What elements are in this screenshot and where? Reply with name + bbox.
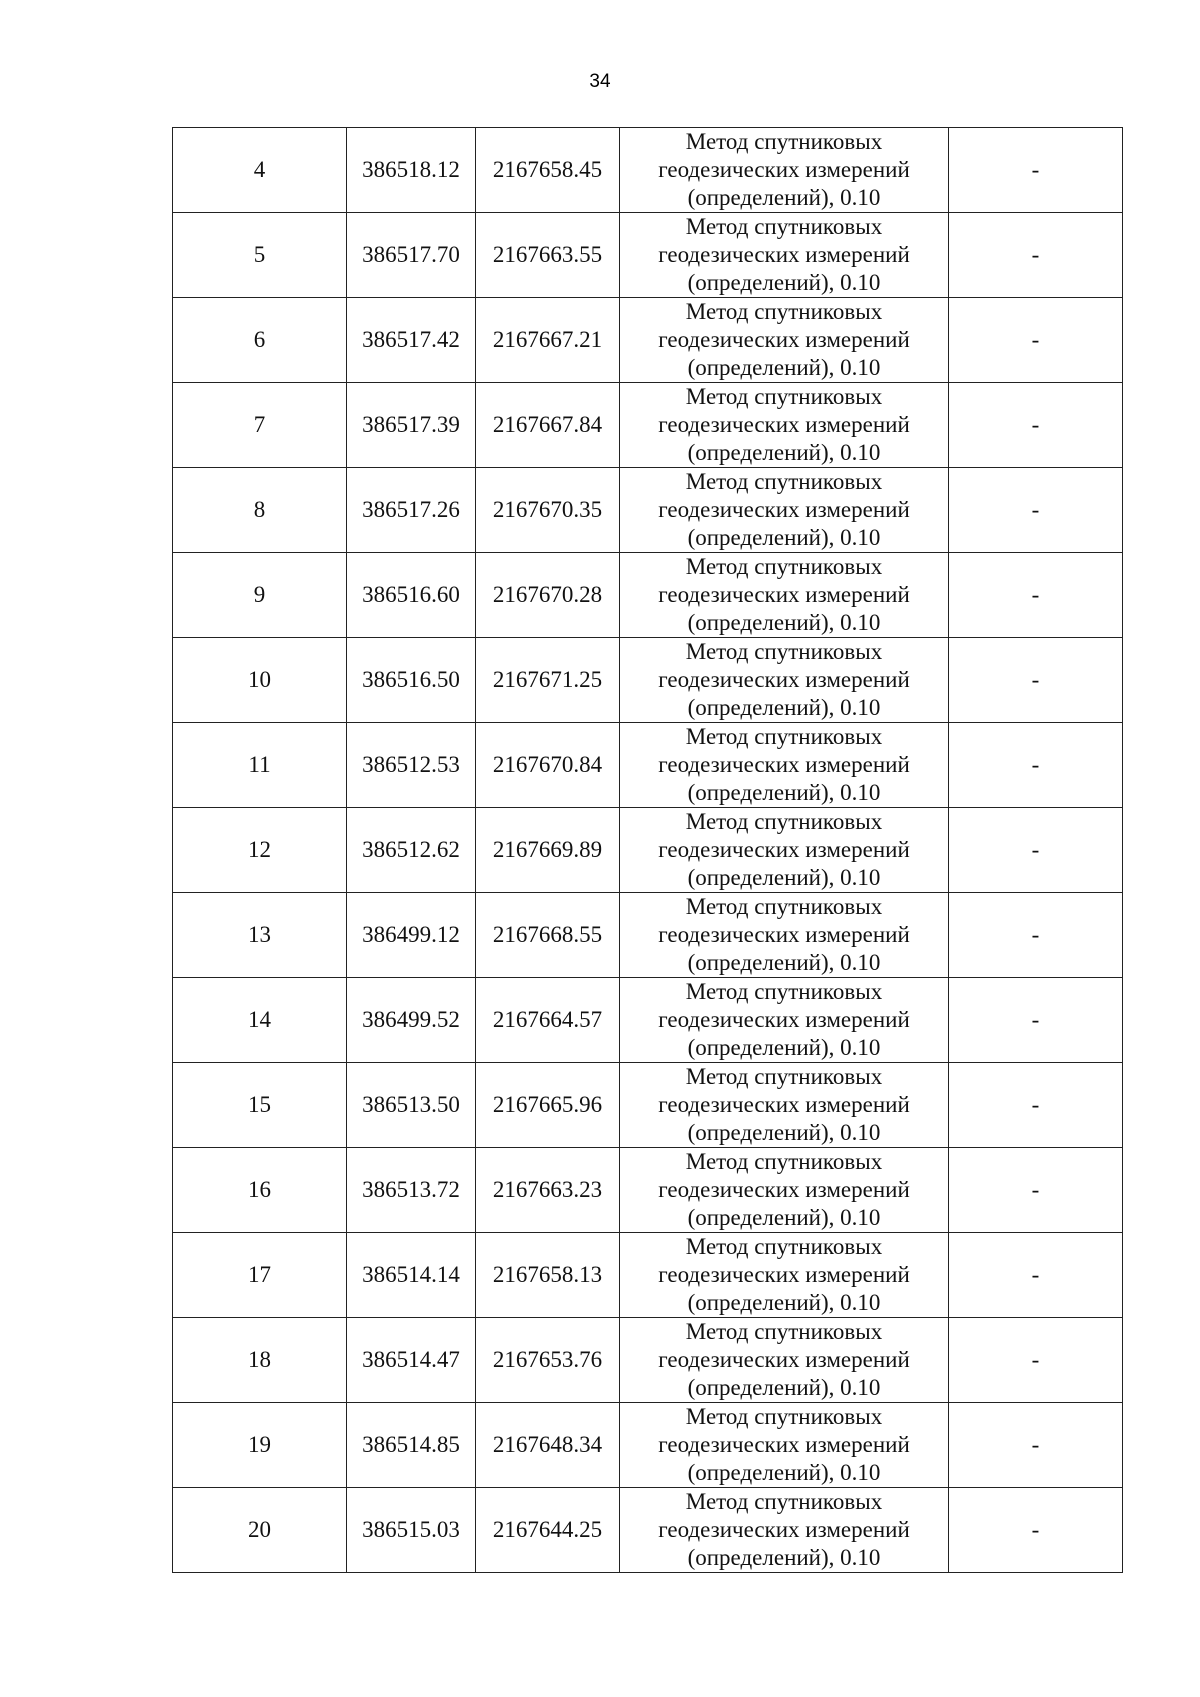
method-accuracy-cell [620,553,949,638]
method-line-2: геодезических измерений [658,412,910,437]
description-cell: - [949,553,1123,638]
method-line-3: (определений), 0.10 [687,1120,881,1145]
method-accuracy-cell [620,978,949,1063]
method-line-3: (определений), 0.10 [687,1205,881,1230]
x-coordinate-cell: 386512.62 [347,808,476,893]
method-line-2: геодезических измерений [658,242,910,267]
coordinates-table [172,127,1123,1573]
method-line-2: геодезических измерений [658,1092,910,1117]
method-accuracy-cell [620,128,949,213]
y-coordinate-cell: 2167667.21 [476,298,620,383]
description-cell: - [949,1318,1123,1403]
method-accuracy-cell [620,298,949,383]
method-line-1: Метод спутниковых [685,1319,883,1344]
description-cell: - [949,1233,1123,1318]
point-number-cell: 5 [173,213,347,298]
method-line-3: (определений), 0.10 [687,1375,881,1400]
point-number-cell: 20 [173,1488,347,1573]
x-coordinate-cell: 386516.60 [347,553,476,638]
method-line-2: геодезических измерений [658,837,910,862]
description-cell: - [949,1403,1123,1488]
method-line-1: Метод спутниковых [685,724,883,749]
method-line-1: Метод спутниковых [685,639,883,664]
method-line-1: Метод спутниковых [685,979,883,1004]
x-coordinate-cell: 386517.42 [347,298,476,383]
y-coordinate-cell: 2167653.76 [476,1318,620,1403]
x-coordinate-cell: 386513.50 [347,1063,476,1148]
coordinates-table-body [173,128,1123,1573]
point-number-cell: 15 [173,1063,347,1148]
method-line-1: Метод спутниковых [685,1064,883,1089]
description-cell: - [949,978,1123,1063]
method-line-1: Метод спутниковых [685,554,883,579]
method-line-1: Метод спутниковых [685,384,883,409]
x-coordinate-cell: 386512.53 [347,723,476,808]
y-coordinate-cell: 2167668.55 [476,893,620,978]
description-cell: - [949,298,1123,383]
y-coordinate-cell: 2167669.89 [476,808,620,893]
x-coordinate-cell: 386517.26 [347,468,476,553]
x-coordinate-cell: 386517.70 [347,213,476,298]
point-number-cell: 8 [173,468,347,553]
method-line-1: Метод спутниковых [685,1234,883,1259]
table-row [173,723,1123,808]
method-line-2: геодезических измерений [658,1517,910,1542]
method-line-2: геодезических измерений [658,1347,910,1372]
method-line-1: Метод спутниковых [685,214,883,239]
method-line-3: (определений), 0.10 [687,1035,881,1060]
method-line-1: Метод спутниковых [685,469,883,494]
description-cell: - [949,213,1123,298]
point-number-cell: 10 [173,638,347,723]
method-accuracy-cell [620,1233,949,1318]
table-row [173,383,1123,468]
method-line-1: Метод спутниковых [685,129,883,154]
method-line-2: геодезических измерений [658,752,910,777]
x-coordinate-cell: 386517.39 [347,383,476,468]
method-line-1: Метод спутниковых [685,1149,883,1174]
x-coordinate-cell: 386499.12 [347,893,476,978]
y-coordinate-cell: 2167644.25 [476,1488,620,1573]
y-coordinate-cell: 2167658.45 [476,128,620,213]
table-row [173,1318,1123,1403]
table-row [173,638,1123,723]
method-line-2: геодезических измерений [658,1007,910,1032]
method-line-1: Метод спутниковых [685,1489,883,1514]
method-line-2: геодезических измерений [658,582,910,607]
method-accuracy-cell [620,723,949,808]
method-line-1: Метод спутниковых [685,809,883,834]
method-line-3: (определений), 0.10 [687,780,881,805]
y-coordinate-cell: 2167664.57 [476,978,620,1063]
x-coordinate-cell: 386514.14 [347,1233,476,1318]
point-number-cell: 4 [173,128,347,213]
method-accuracy-cell [620,808,949,893]
point-number-cell: 19 [173,1403,347,1488]
table-row [173,298,1123,383]
point-number-cell: 11 [173,723,347,808]
description-cell: - [949,1063,1123,1148]
description-cell: - [949,1488,1123,1573]
method-line-3: (определений), 0.10 [687,950,881,975]
x-coordinate-cell: 386514.85 [347,1403,476,1488]
table-row [173,1403,1123,1488]
method-accuracy-cell [620,1063,949,1148]
table-row [173,808,1123,893]
table-row [173,1148,1123,1233]
method-line-3: (определений), 0.10 [687,1545,881,1570]
method-line-3: (определений), 0.10 [687,355,881,380]
method-line-3: (определений), 0.10 [687,185,881,210]
x-coordinate-cell: 386514.47 [347,1318,476,1403]
x-coordinate-cell: 386515.03 [347,1488,476,1573]
method-line-3: (определений), 0.10 [687,1290,881,1315]
method-accuracy-cell [620,213,949,298]
y-coordinate-cell: 2167663.23 [476,1148,620,1233]
page-number: 34 [589,71,611,92]
method-accuracy-cell [620,1403,949,1488]
description-cell: - [949,723,1123,808]
y-coordinate-cell: 2167670.28 [476,553,620,638]
point-number-cell: 13 [173,893,347,978]
method-accuracy-cell [620,893,949,978]
description-cell: - [949,893,1123,978]
y-coordinate-cell: 2167667.84 [476,383,620,468]
table-row [173,893,1123,978]
x-coordinate-cell: 386518.12 [347,128,476,213]
table-row [173,1063,1123,1148]
method-accuracy-cell [620,638,949,723]
y-coordinate-cell: 2167670.35 [476,468,620,553]
method-line-2: геодезических измерений [658,1177,910,1202]
method-line-2: геодезических измерений [658,157,910,182]
y-coordinate-cell: 2167671.25 [476,638,620,723]
method-line-3: (определений), 0.10 [687,1460,881,1485]
method-accuracy-cell [620,1488,949,1573]
method-line-2: геодезических измерений [658,1262,910,1287]
method-accuracy-cell [620,468,949,553]
method-line-2: геодезических измерений [658,327,910,352]
method-line-1: Метод спутниковых [685,299,883,324]
y-coordinate-cell: 2167663.55 [476,213,620,298]
method-line-1: Метод спутниковых [685,894,883,919]
table-row [173,213,1123,298]
y-coordinate-cell: 2167658.13 [476,1233,620,1318]
point-number-cell: 6 [173,298,347,383]
description-cell: - [949,128,1123,213]
method-accuracy-cell [620,1148,949,1233]
method-line-1: Метод спутниковых [685,1404,883,1429]
method-line-2: геодезических измерений [658,1432,910,1457]
x-coordinate-cell: 386513.72 [347,1148,476,1233]
description-cell: - [949,383,1123,468]
y-coordinate-cell: 2167670.84 [476,723,620,808]
description-cell: - [949,1148,1123,1233]
table-row [173,978,1123,1063]
point-number-cell: 17 [173,1233,347,1318]
y-coordinate-cell: 2167665.96 [476,1063,620,1148]
table-row [173,1233,1123,1318]
method-line-2: геодезических измерений [658,667,910,692]
point-number-cell: 12 [173,808,347,893]
method-line-3: (определений), 0.10 [687,270,881,295]
point-number-cell: 14 [173,978,347,1063]
point-number-cell: 16 [173,1148,347,1233]
method-line-3: (определений), 0.10 [687,695,881,720]
method-line-3: (определений), 0.10 [687,440,881,465]
method-line-2: геодезических измерений [658,497,910,522]
point-number-cell: 18 [173,1318,347,1403]
description-cell: - [949,808,1123,893]
method-line-3: (определений), 0.10 [687,865,881,890]
method-line-2: геодезических измерений [658,922,910,947]
table-row [173,1488,1123,1573]
table-row [173,468,1123,553]
y-coordinate-cell: 2167648.34 [476,1403,620,1488]
table-row [173,553,1123,638]
x-coordinate-cell: 386499.52 [347,978,476,1063]
x-coordinate-cell: 386516.50 [347,638,476,723]
method-accuracy-cell [620,383,949,468]
method-line-3: (определений), 0.10 [687,525,881,550]
description-cell: - [949,638,1123,723]
method-accuracy-cell [620,1318,949,1403]
method-line-3: (определений), 0.10 [687,610,881,635]
point-number-cell: 9 [173,553,347,638]
point-number-cell: 7 [173,383,347,468]
table-row [173,128,1123,213]
description-cell: - [949,468,1123,553]
